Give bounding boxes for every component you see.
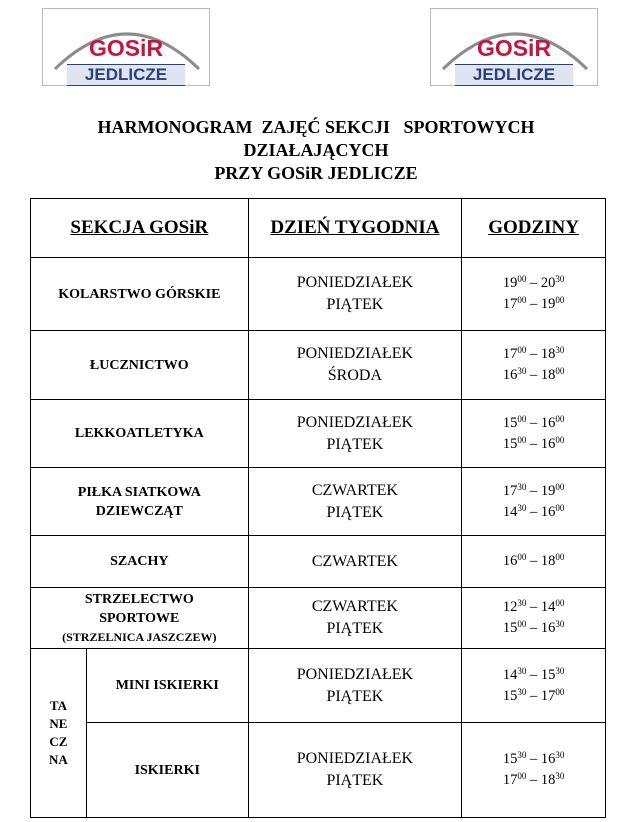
hours-cell: $19^{00} - 20^{30}$ $17^{00} - 19^{00}$	[462, 258, 606, 331]
hours-cell: $14^{30} - 15^{30}$ $15^{30} - 17^{00}$	[462, 649, 606, 723]
hours-cell: $15^{00} - 16^{00}$ $15^{00} - 16^{00}$	[462, 400, 606, 468]
table-row	[31, 400, 606, 468]
section-name: LEKKOATLETYKA	[31, 400, 249, 468]
title-line-3: PRZY GOSiR JEDLICZE	[214, 163, 418, 183]
section-name: STRZELECTWO SPORTOWE (STRZELNICA JASZCZEW)	[31, 588, 249, 649]
table-row	[31, 331, 606, 400]
day-cell: CZWARTEK	[248, 536, 462, 588]
day-cell: CZWARTEK PIĄTEK	[248, 468, 462, 536]
hours-cell: $16^{00} - 18^{00}$	[462, 536, 606, 588]
header-day: DZIEŃ TYGODNIA	[248, 199, 462, 258]
hours-cell: $12^{30} - 14^{00}$ $15^{00} - 16^{30}$	[462, 588, 606, 649]
day-cell: PONIEDZIAŁEK PIĄTEK	[248, 723, 462, 818]
table-header-row	[31, 199, 606, 258]
schedule-table	[30, 198, 606, 818]
table-row	[31, 723, 606, 818]
day-cell: CZWARTEK PIĄTEK	[248, 588, 462, 649]
table-row	[31, 536, 606, 588]
page-title	[0, 116, 632, 185]
header-hours: GODZINY	[462, 199, 606, 258]
dance-section-label: TA NE CZ NA	[31, 649, 87, 818]
day-cell: PONIEDZIAŁEK PIĄTEK	[248, 400, 462, 468]
logo-brand-text: GOSiR	[88, 35, 164, 61]
day-cell: PONIEDZIAŁEK PIĄTEK	[248, 649, 462, 723]
header-section: SEKCJA GOSiR	[31, 199, 249, 258]
table-row	[31, 588, 606, 649]
day-cell: PONIEDZIAŁEK ŚRODA	[248, 331, 462, 400]
section-name: SZACHY	[31, 536, 249, 588]
table-row	[31, 468, 606, 536]
logo-brand-text: GOSiR	[476, 35, 552, 61]
logo-town-text: JEDLICZE	[67, 64, 185, 86]
table-row	[31, 258, 606, 331]
hours-cell: $17^{30} - 19^{00}$ $14^{30} - 16^{00}$	[462, 468, 606, 536]
hours-cell: $17^{00} - 18^{30}$ $16^{30} - 18^{00}$	[462, 331, 606, 400]
gosir-logo-left	[42, 8, 210, 86]
section-name: ŁUCZNICTWO	[31, 331, 249, 400]
title-line-1: HARMONOGRAM ZAJĘĆ SEKCJI SPORTOWYCH	[97, 117, 535, 137]
section-name: PIŁKA SIATKOWA DZIEWCZĄT	[31, 468, 249, 536]
title-line-2: DZIAŁAJĄCYCH	[243, 140, 389, 160]
hours-cell: $15^{30} - 16^{30}$ $17^{00} - 18^{30}$	[462, 723, 606, 818]
gosir-logo-right	[430, 8, 598, 86]
table-row	[31, 649, 606, 723]
day-cell: PONIEDZIAŁEK PIĄTEK	[248, 258, 462, 331]
section-name: KOLARSTWO GÓRSKIE	[31, 258, 249, 331]
logo-town-text: JEDLICZE	[455, 64, 573, 86]
section-name: MINI ISKIERKI	[86, 649, 248, 723]
section-name: ISKIERKI	[86, 723, 248, 818]
